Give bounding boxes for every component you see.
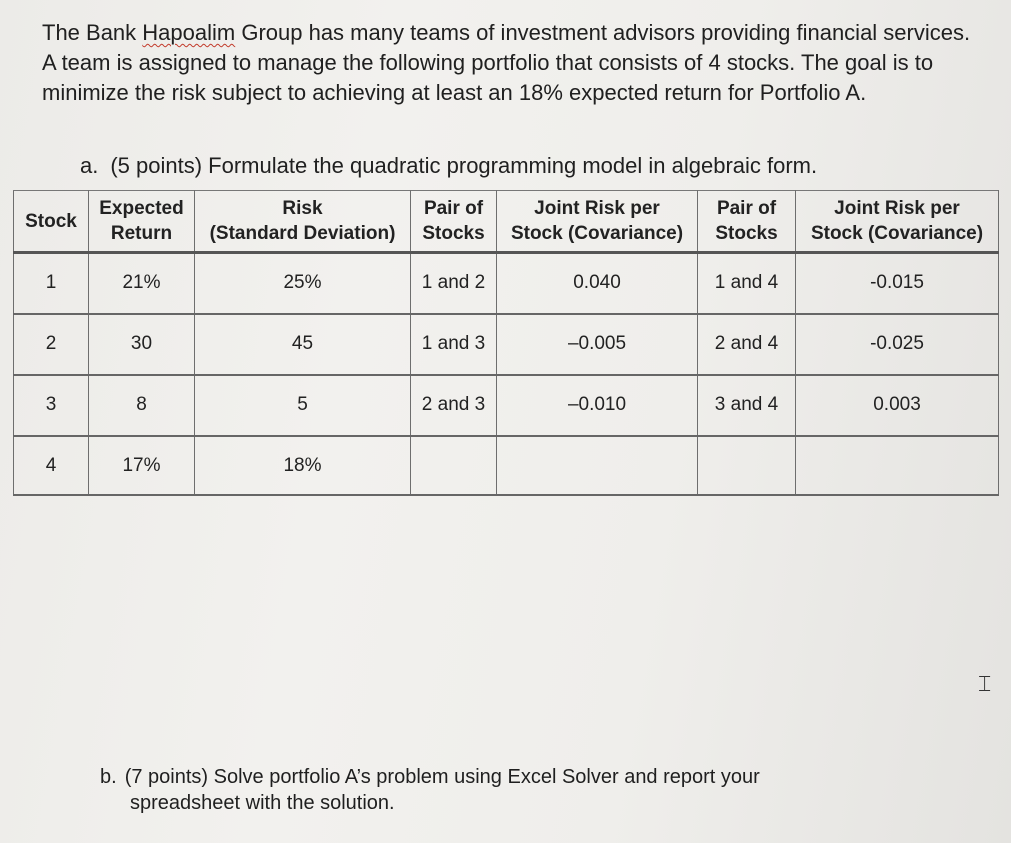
intro-paragraph bbox=[42, 18, 982, 108]
cell-covariance-b: -0.015 bbox=[796, 253, 999, 315]
cell-stock: 1 bbox=[14, 253, 89, 315]
cell-covariance-b: 0.003 bbox=[796, 375, 999, 436]
cell-stock: 2 bbox=[14, 314, 89, 375]
intro-after: Group has many teams of investment advisors providing financial services. A team is assigned to manage the following portfolio that consists of 4 stocks. The goal is to minimize the risk subject to achieving at least an 18% expected return for Portfolio A. bbox=[42, 20, 971, 105]
cell-covariance-a bbox=[497, 436, 698, 495]
cell-risk: 25% bbox=[195, 253, 411, 315]
header-pair-of-stocks-2: Pair of Stocks bbox=[698, 191, 796, 253]
intro-company: Hapoalim bbox=[142, 20, 236, 45]
cell-pair-b bbox=[698, 436, 796, 495]
table-header-row bbox=[14, 191, 999, 253]
part-a-label: a. bbox=[80, 153, 99, 178]
cell-covariance-b: -0.025 bbox=[796, 314, 999, 375]
header-risk: Risk (Standard Deviation) bbox=[195, 191, 411, 253]
cell-expected-return: 30 bbox=[89, 314, 195, 375]
text-cursor-icon: ⌶ bbox=[978, 672, 992, 697]
cell-pair-b: 3 and 4 bbox=[698, 375, 796, 436]
cell-risk: 45 bbox=[195, 314, 411, 375]
cell-expected-return: 21% bbox=[89, 253, 195, 315]
part-b-label: b. bbox=[100, 766, 117, 788]
header-joint-risk: Joint Risk per Stock (Covariance) bbox=[497, 191, 698, 253]
table-row bbox=[14, 436, 999, 495]
cell-pair-a bbox=[411, 436, 497, 495]
cell-risk: 5 bbox=[195, 375, 411, 436]
cell-covariance-a: –0.010 bbox=[497, 375, 698, 436]
cell-stock: 4 bbox=[14, 436, 89, 495]
table-row bbox=[14, 253, 999, 315]
portfolio-table bbox=[13, 190, 999, 496]
cell-stock: 3 bbox=[14, 375, 89, 436]
cell-pair-a: 1 and 3 bbox=[411, 314, 497, 375]
cell-pair-a: 2 and 3 bbox=[411, 375, 497, 436]
header-expected-return: Expected Return bbox=[89, 191, 195, 253]
intro-before: The Bank bbox=[42, 20, 143, 45]
cell-pair-a: 1 and 2 bbox=[411, 253, 497, 315]
part-b-line1: (7 points) Solve portfolio A’s problem using Excel Solver and report your bbox=[124, 766, 760, 788]
part-b-question bbox=[100, 764, 760, 816]
cell-expected-return: 17% bbox=[89, 436, 195, 495]
header-pair-of-stocks: Pair of Stocks bbox=[411, 191, 497, 253]
cell-covariance-b bbox=[796, 436, 999, 495]
cell-risk: 18% bbox=[195, 436, 411, 495]
cell-expected-return: 8 bbox=[89, 375, 195, 436]
header-joint-risk-2: Joint Risk per Stock (Covariance) bbox=[796, 191, 999, 253]
part-a-question bbox=[80, 152, 817, 180]
cell-covariance-a: 0.040 bbox=[497, 253, 698, 315]
table-row bbox=[14, 375, 999, 436]
part-b-line2: spreadsheet with the solution. bbox=[130, 792, 395, 814]
header-stock: Stock bbox=[14, 191, 89, 253]
table-row bbox=[14, 314, 999, 375]
cell-covariance-a: –0.005 bbox=[497, 314, 698, 375]
part-a-text: (5 points) Formulate the quadratic programming model in algebraic form. bbox=[110, 153, 818, 178]
cell-pair-b: 2 and 4 bbox=[698, 314, 796, 375]
cell-pair-b: 1 and 4 bbox=[698, 253, 796, 315]
